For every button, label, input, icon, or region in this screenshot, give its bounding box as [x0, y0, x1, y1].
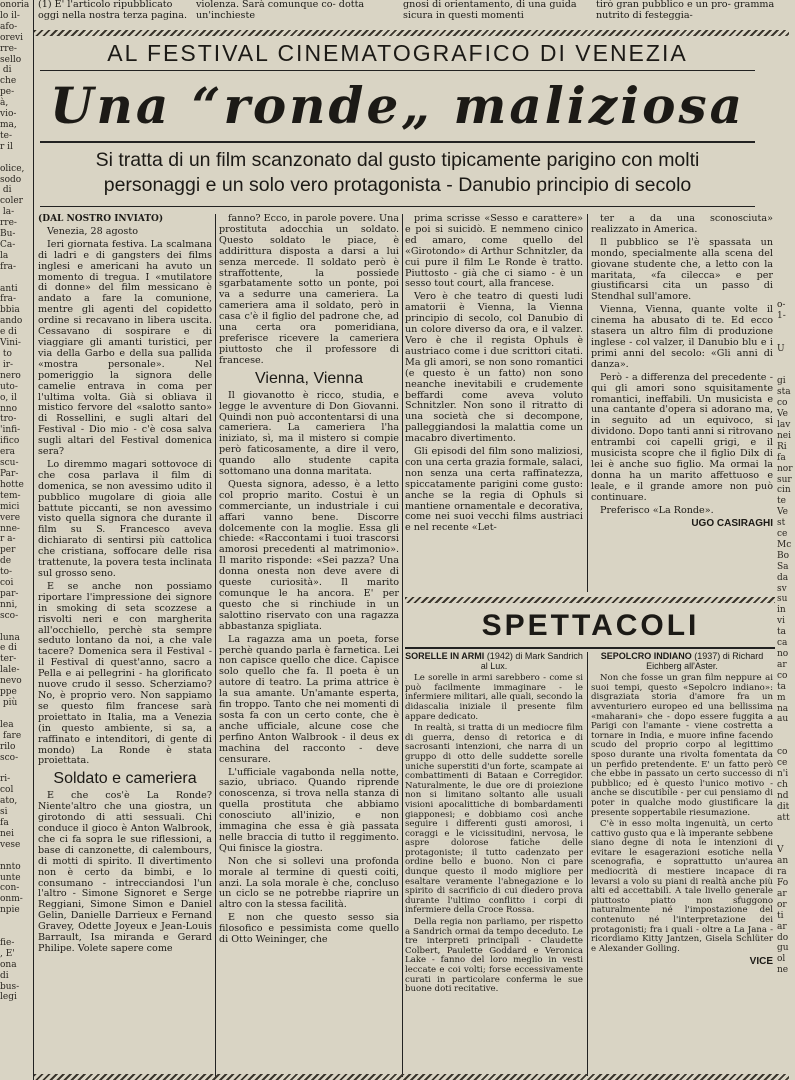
- review-signature: VICE: [749, 956, 773, 968]
- paragraph: E non che questo sesso sia filosofico e pessimista come quello di Otto Weininger, che: [219, 912, 399, 946]
- paragraph: Non che si sollevi una profonda morale al termine di questi coiti, anzi. La sola morale è che, concluso un ciclo se ne potrebbe riaprire un altro con la stessa facilità.: [219, 855, 399, 911]
- kicker-rule: [40, 70, 755, 71]
- top-strip-col-3: gnosi di orientamento, di una guida sicura in questi momenti: [403, 0, 577, 21]
- left-edge-fragment: onoria lo il- afo- orevi rre- sello di che pe- à, vio- ma, te- r il olice, sodo di coler la- rre- Bu- Ca- la fra- anti fra- bbia ando e di Vini- to ir- nero uto- o, il nno tro- 'infi- ifico era scu- Par- hotte tem- mici vere nne- r a- per de to- coi par- nni, sco- luna e di ter- lale- nevo ppe più lea fare rilo sco- ri- col ato, si fa nei vese nnto unte con- onm- npie fie- , E' ona di bus- legi: [0, 0, 30, 1003]
- spettacoli-top-border: [405, 597, 775, 603]
- paragraph: Ieri giornata festiva. La scalmana di ladri e di gangsters dei films inglesi e americani ha avuto un momento di tregua. I «mutilatore di donne» del film messicano è andato a fare la comunione, mentre gli agenti del copidetto ordine si recavano in libera uscita. Cessavano di sospirare e di viaggiare gli amanti turistici, per via della Garbo e della sua pallida «mostra personale». Nel pomeriggio la signora delle camelie entrava in coma per l'ultima volta. Già si obliava il mistico fervore del «salotto santo» di Rossellini, e sugli altari del Festival - Dio mio - c'è cosa salva sugli altari del Festival domenica sera?: [38, 238, 212, 458]
- paragraph: prima scrisse «Sesso e carattere» e poi si suicidò. E nemmeno cinico ed amaro, come quello del «Girotondo» di Arthur Schnitzler, da cui pure il film Le Ronde è tratto. Piuttosto - già che ci siamo - è un sesso tout court, alla francese.: [405, 214, 583, 290]
- paragraph: fanno? Ecco, in parole povere. Una prostituta adocchia un soldato. Questo soldato le piace, è addirittura disposta a darsi a lui senza mercede. Il soldato però è straffottente, la possiede sgarbatamente sotto un ponte, poi va a sedurre una cameriera. La cameriera ama il soldato, però in casa c'è il figlio del padrone che, ad una certa ora pomeridiana, preferisce ricevere la cameriera piuttosto che il professore di francese.: [219, 214, 399, 366]
- paragraph: E che cos'è La Ronde? Niente'altro che una giostra, un girotondo di atti sessuali. Chi conduce il gioco è Anton Walbrook, che ci fa sopra le sue riflessioni, a base di canzonette, di calembours, di motti di spirito. Il divertimento non è certo da bimbi, e lo consumano - intrecciandosi l'un l'altro - Simone Signoret e Serge Reggiani, Simone Simon e Daniel Gelin, Danielle Darrieux e Fernand Gravey, Odette Joyeux e Jean-Louis Barrault, Isa miranda e Gerard Philipe. Volete sapere come: [38, 790, 212, 954]
- review-meta: (1942) di Mark Sandrich al Lux.: [480, 652, 583, 671]
- paragraph: Preferisco «La Ronde».: [600, 504, 714, 516]
- paragraph: Vero è che teatro di questi ludi amatorii è Vienna, la Vienna principio di secolo, col Danubio di un colore diverso da ora, e il valzer. Vero è che il regista Ophuls è austriaco come i due scrittori citati. Ma gli amori, se non sono romantici (e questo è un fatto) non sono neanche inevitabili e crudemente beffardi come aveva voluto Schnitzler. Non sono il ritratto di una società che si decompone, palleggiandosi la malattia come un macabro divertimento.: [405, 291, 583, 445]
- subheadline: [40, 148, 755, 198]
- top-strip-col-1: (1) E' l'articolo ripubblicato oggi nella nostra terza pagina.: [38, 0, 187, 21]
- column-rule: [215, 214, 216, 1077]
- subheadline-line-1: Si tratta di un film scanzonato dal gusto tipicamente parigino con molti: [95, 149, 700, 171]
- dateline: Venezia, 28 agosto: [47, 225, 138, 237]
- paragraph: Lo diremmo magari sottovoce di che cosa parlava il film di domenica, se non avessimo udito il pubblico mugolare di gioia alle battute piccanti, se non avessimo visto quella signora che durante il film su S. Francesco aveva dichiarato di sentirsi più cattolica che cristiana, soffocare delle risa trattenute, la povera testa inclinata sul grosso seno.: [38, 458, 212, 579]
- paragraph: Però - a differenza del precedente - qui gli amori sono squisitamente romantici, ineffabili. Un musicista e una cantante d'opera si adorano ma, in seguito ad un equivoco, si dividono. Dopo tanti anni si ritrovano entrambi coi capelli grigi, e il musicista scopre che il figlio Dilx di lei è anche suo figlio. Ma ormai la donna ha un marito affettuoso e leale, e il grande amore non può continuare.: [591, 371, 773, 503]
- column-rule: [587, 214, 588, 592]
- paragraph: C'è in esso molta ingenuità, un certo cattivo gusto qua e là imperante sebbene siano degne di nota le intenzioni di evitare le esagerazioni esotiche nella scenografia, e soprattutto un'aurea mediocrità di mestiere incapace di levarsi a volo su piani di realtà anche più alti ed accettabili. A tale livello generale piuttosto piatto non sfuggono naturalmente né l'impostazione del contenuto né l'interpretazione dei protagonisti; fra i quali - oltre a La Jana - ricordiamo Kitty Jantzen, Gisela Schlüter e Alexander Golling.: [591, 819, 773, 954]
- subtitle-soldato: Soldato e cameriera: [53, 770, 197, 788]
- column-rule: [402, 214, 403, 1077]
- review-title: [405, 652, 583, 671]
- column-rule: [587, 652, 588, 1076]
- review-column-1: [405, 652, 583, 1076]
- article-column-1: [38, 214, 212, 1077]
- paragraph: L'ufficiale vagabonda nella notte, sazio, ubriaco. Quando riprende conoscenza, si trova nella stanza di quella prostituta che abbiamo conosciuto all'inizio, e non immagina che essa è già passata nelle braccia di tutto il reggimento. Qui finisce la giostra.: [219, 766, 399, 854]
- review-meta: (1937) di Richard Eichberg all'Aster.: [646, 652, 764, 671]
- paragraph: La ragazza ama un poeta, forse perchè quando parla è farnetica. Lei non capisce quello che dice. Capisce solo quello che fa. Il poeta è un autore di teatro. La prima attrice è la sua amante. Un'amante esperta, fin troppo. Tanto che nei momenti di sosta fa con un certo conte, che è anche ufficiale, alcune cose che perfino Anton Walbrook - il deus ex machina del racconto - deve censurare.: [219, 633, 399, 765]
- paragraph: Gli episodi del film sono maliziosi, con una certa grazia formale, salaci, non senza una certa raffinatezza, spiccatamente parigini come gusto: anche se la regia di Ophuls si mantiene ornamentale e decorativa, come nei suoi vecchi films austriaci e nel recente «Let-: [405, 446, 583, 534]
- review-film-title: SORELLE IN ARMI: [405, 652, 485, 661]
- paragraph: Non che fosse un gran film neppure ai suoi tempi, questo «Sepolcro indiano»: disgraziata storia d'amore fra un avventuriero europeo ed una bellissima «maharani» che - dopo essere fuggita a Parigi con l'amante - viene costretta a tornare in India, e muore infine facendo scudo del proprio corpo al legittimo sposo durante una rivolta fomentata da un perfido pretendente. E' un fatto però che ebbe in passato un certo successo di pubblico; ed è questo l'unico motivo - anche se discutibile - per cui pensiamo di poter in qualche modo giustificare la presente soppertabile riesumazione.: [591, 673, 773, 818]
- paragraph: Il pubblico se l'è spassata un mondo, specialmente alla scena del giovane studente che, a letto con la maritata, «fa cilecca» e per giustificarsi cita un passo di Stendhal sull'amore.: [591, 236, 773, 303]
- right-edge-fragment: o- 1- U gi sta co Ve lav nei Ri fa nor sur cin te Ve st ce Mc Bo Sa da sv su in vi ta ca no ar co ta m na au co ce n'i ch nd dit att V an ra Fo ar or ti ar do gu ol ne: [777, 300, 793, 976]
- left-column-rule: [33, 0, 34, 1080]
- subtitle-vienna: Vienna, Vienna: [255, 369, 363, 387]
- paragraph: Le sorelle in armi sarebbero - come si può facilmente immaginare - le infermiere militari, alle quali, secondo la didascalia iniziale il presente film appare dedicato.: [405, 673, 583, 722]
- review-column-2: [591, 652, 773, 1076]
- paragraph: In realtà, si tratta di un mediocre film di guerra, denso di retorica e di sacrosanti intenzioni, che narra di un gruppo di otto delle suddette sorelle uniche superstiti d'un forte, scampate ai combattimenti di Bataan e Corregidor. Naturalmente, le due ore di proiezione non si limitano soltanto alle usuali visioni apocalittiche di bombardamenti giapponesi; e dobbiamo così anche seguire i differenti gusti amorosi, i coraggi e le vicissitudini, nervosa, le aspre dolorose fatiche delle protagoniste; il tutto cadenzato per ordine bello e buono. Non ci pare dunque questo il modo migliore per esaltare veramente l'abnegazione e lo spirito di sacrificio di cui diedero prova durante l'ultimo conflitto i corpi di infermiere della Croce Rossa.: [405, 723, 583, 916]
- headline: Una “ronde„ maliziosa: [49, 76, 746, 135]
- bottom-divider: [34, 1074, 789, 1080]
- paragraph: Il giovanotto è ricco, studia, e legge le avventure di Don Giovanni. Quindi non può accontentarsi di una cameriera. La cameriera l'ha iniziato, sì, ma il mistero si compie però faticosamente, a dire il vero, quando allo studente capita sottomano una donna maritata.: [219, 389, 399, 478]
- paragraph: Questa signora, adesso, è a letto col proprio marito. Costui è un commerciante, un industriale i cui affari vanno bene. Discorre dolcemente con la moglie. Essa gli chiede: «Raccontami i tuoi trascorsi amorosi precedenti al matrimonio». Il marito risponde: «Sei pazza? Una donna onesta non deve avere di queste curiosità». Il marito comunque le ha ancora. E' per questo che si rinchiude in un salottino riservato con una ragazza abbastanza spigliata.: [219, 478, 399, 632]
- subheadline-line-2: personaggi e un solo vero protagonista - Danubio principio di secolo: [103, 174, 692, 196]
- review-film-title: SEPOLCRO INDIANO: [600, 652, 692, 661]
- spettacoli-heading: SPETTACOLI: [481, 609, 700, 642]
- paragraph: Vienna, Vienna, quante volte il cinema ha abusato di te. Ed ecco stasera un altro film di produzione inglese - col valzer, il Danubio blu e i primi anni del secolo: «Gli anni di danza».: [591, 304, 773, 370]
- paragraph: E se anche non possiamo riportare l'impressione dei signore in smoking di seta scozzese a risvolti neri e con margherita all'occhiello, perchè sta sempre seduto lontano da noi, a che vale tacere? Domenica sera il Festival - il Festival di quest'anno, sacro a Pella e ai pellegrini - ha glorificato nuove crudo il sesso. Scherziamo? No, è proprio vero. Non sappiamo se questo film francese sarà proiettato in Italia, ma a Venezia (in questo ambiente, si sa, a raffinato e intenditori, di gente di mondo) La Ronde è stata proiettata.: [38, 580, 212, 767]
- spettacoli-rule: [405, 647, 775, 649]
- top-strip-col-2: violenza. Sarà comunque co- dotta un'inchieste: [196, 0, 365, 21]
- article-column-4: [591, 214, 773, 592]
- review-title: [591, 652, 773, 671]
- article-column-2: [219, 214, 399, 1077]
- paragraph: Della regia non parliamo, per rispetto a Sandrich ormai da tempo deceduto. Le tre interpreti principali - Claudette Colbert, Paulette Goddard e Veronica Lake - fanno del loro meglio in vesti leccate e coi volti; forse eccessivamente curati in particolare conferma le sue buone doti recitative.: [405, 917, 583, 995]
- byline: (DAL NOSTRO INVIATO): [38, 214, 164, 224]
- top-divider: [34, 30, 789, 36]
- headline-rule: [40, 141, 755, 143]
- paragraph: ter a da una sconosciuta» realizzato in America.: [591, 214, 773, 235]
- kicker: AL FESTIVAL CINEMATOGRAFICO DI VENEZIA: [107, 40, 688, 66]
- top-strip-col-4: tirò gran pubblico e un pro- gramma nutrito di festeggia-: [596, 0, 775, 21]
- article-column-3: [405, 214, 583, 592]
- author-signature: UGO CASIRAGHI: [691, 518, 773, 530]
- subhead-rule: [40, 206, 755, 207]
